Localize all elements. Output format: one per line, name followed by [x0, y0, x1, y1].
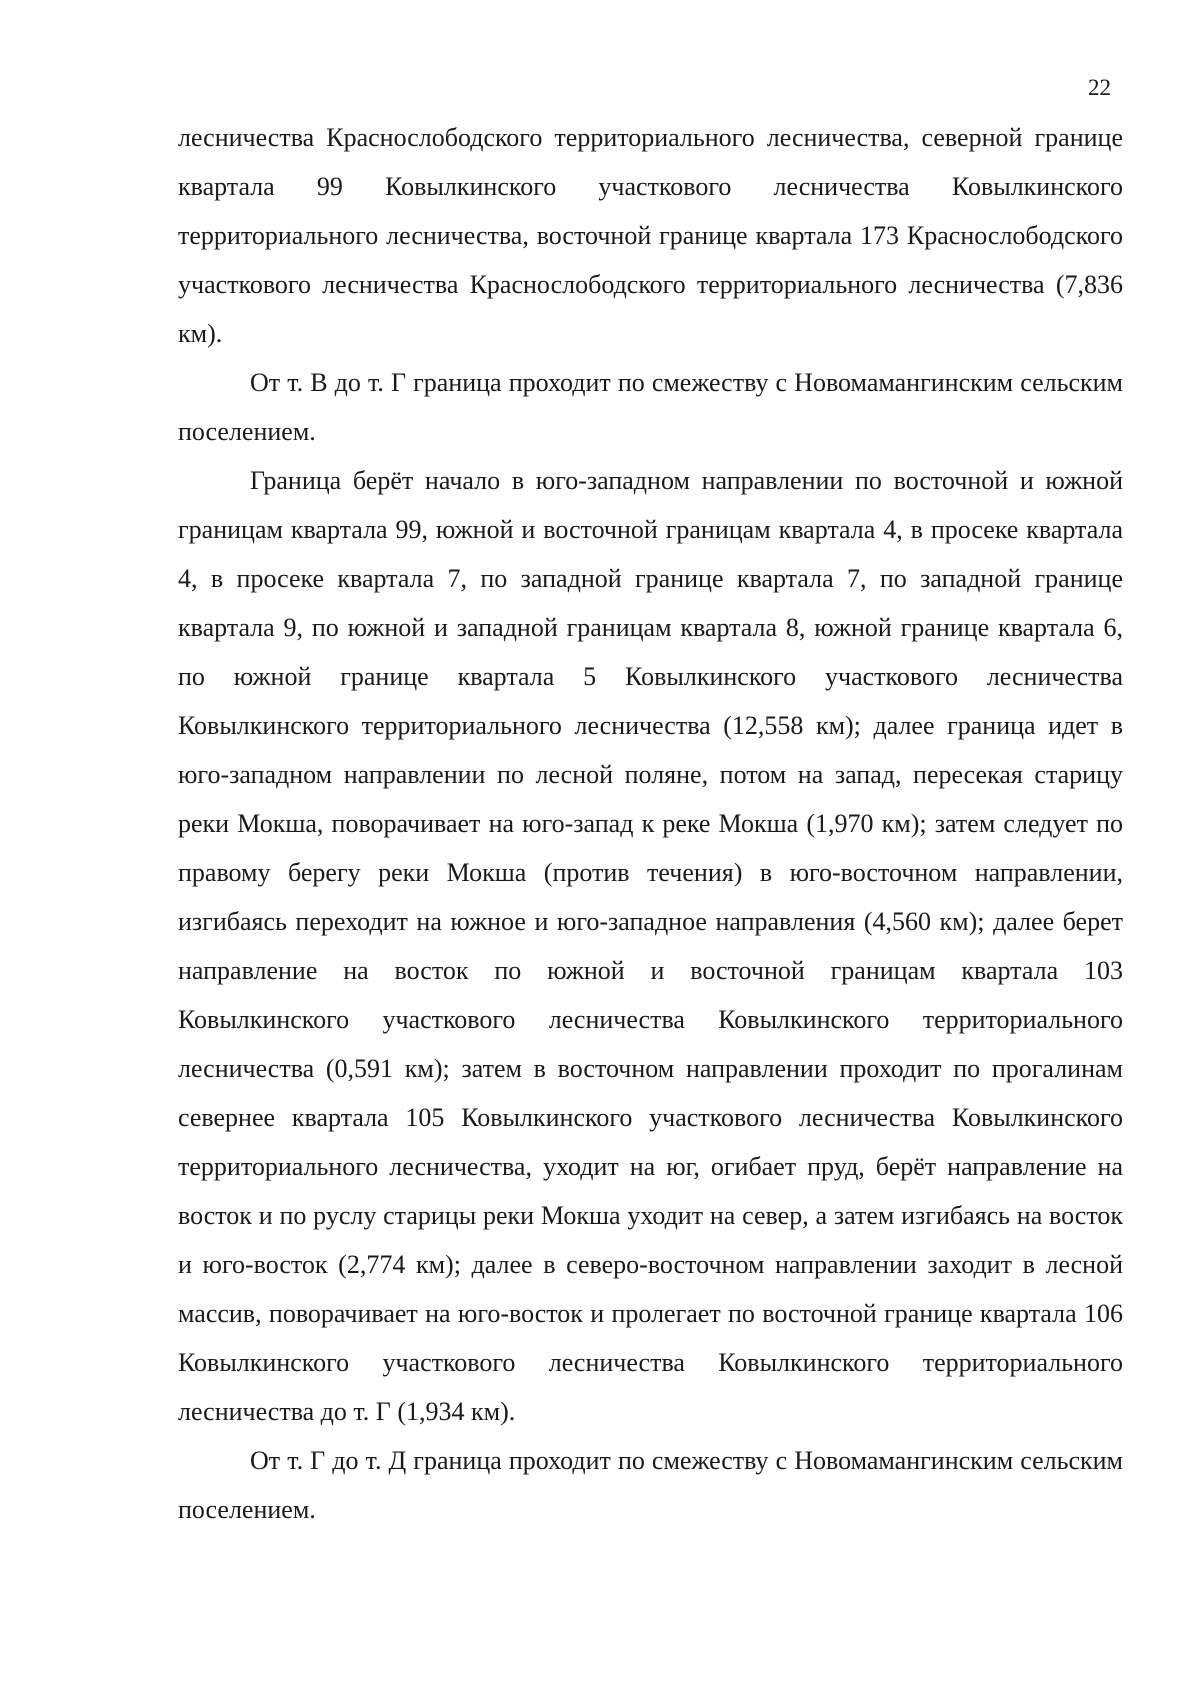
paragraph-boundary-v-g: От т. В до т. Г граница проходит по смежеству с Новомамангинским сельским поселением.: [178, 368, 1123, 446]
page-number: 22: [1088, 75, 1111, 100]
paragraph-boundary-g-d: От т. Г до т. Д граница проходит по смежеству с Новомамангинским сельским поселением.: [178, 1446, 1123, 1524]
paragraph-continuation: лесничества Краснослободского территориального лесничества, северной границе квартала 99 Ковылкинского участкового лесничества Ковылкинского территориального лесничества, восточной границе квартала 173 Краснослободского участкового лесничества Краснослободского территориального лесничества (7,836 км).: [178, 123, 1123, 348]
paragraph-boundary-description: Граница берёт начало в юго-западном направлении по восточной и южной границам квартала 99, южной и восточной границам квартала 4, в просеке квартала 4, в просеке квартала 7, по западной границе квартала 7, по западной границе квартала 9, по южной и западной границам квартала 8, южной границе квартала 6, по южной границе квартала 5 Ковылкинского участкового лесничества Ковылкинского территориального лесничества (12,558 км); далее граница идет в юго-западном направлении по лесной поляне, потом на запад, пересекая старицу реки Мокша, поворачивает на юго-запад к реке Мокша (1,970 км); затем следует по правому берегу реки Мокша (против течения) в юго-восточном направлении, изгибаясь переходит на южное и юго-западное направления (4,560 км); далее берет направление на восток по южной и восточной границам квартала 103 Ковылкинского участкового лесничества Ковылкинского территориального лесничества (0,591 км); затем в восточном направлении проходит по прогалинам севернее квартала 105 Ковылкинского участкового лесничества Ковылкинского территориального лесничества, уходит на юг, огибает пруд, берёт направление на восток и по руслу старицы реки Мокша уходит на север, а затем изгибаясь на восток и юго-восток (2,774 км); далее в северо-восточном направлении заходит в лесной массив, поворачивает на юго-восток и пролегает по восточной границе квартала 106 Ковылкинского участкового лесничества Ковылкинского территориального лесничества до т. Г (1,934 км).: [178, 466, 1123, 1426]
document-body: [178, 113, 1123, 1534]
